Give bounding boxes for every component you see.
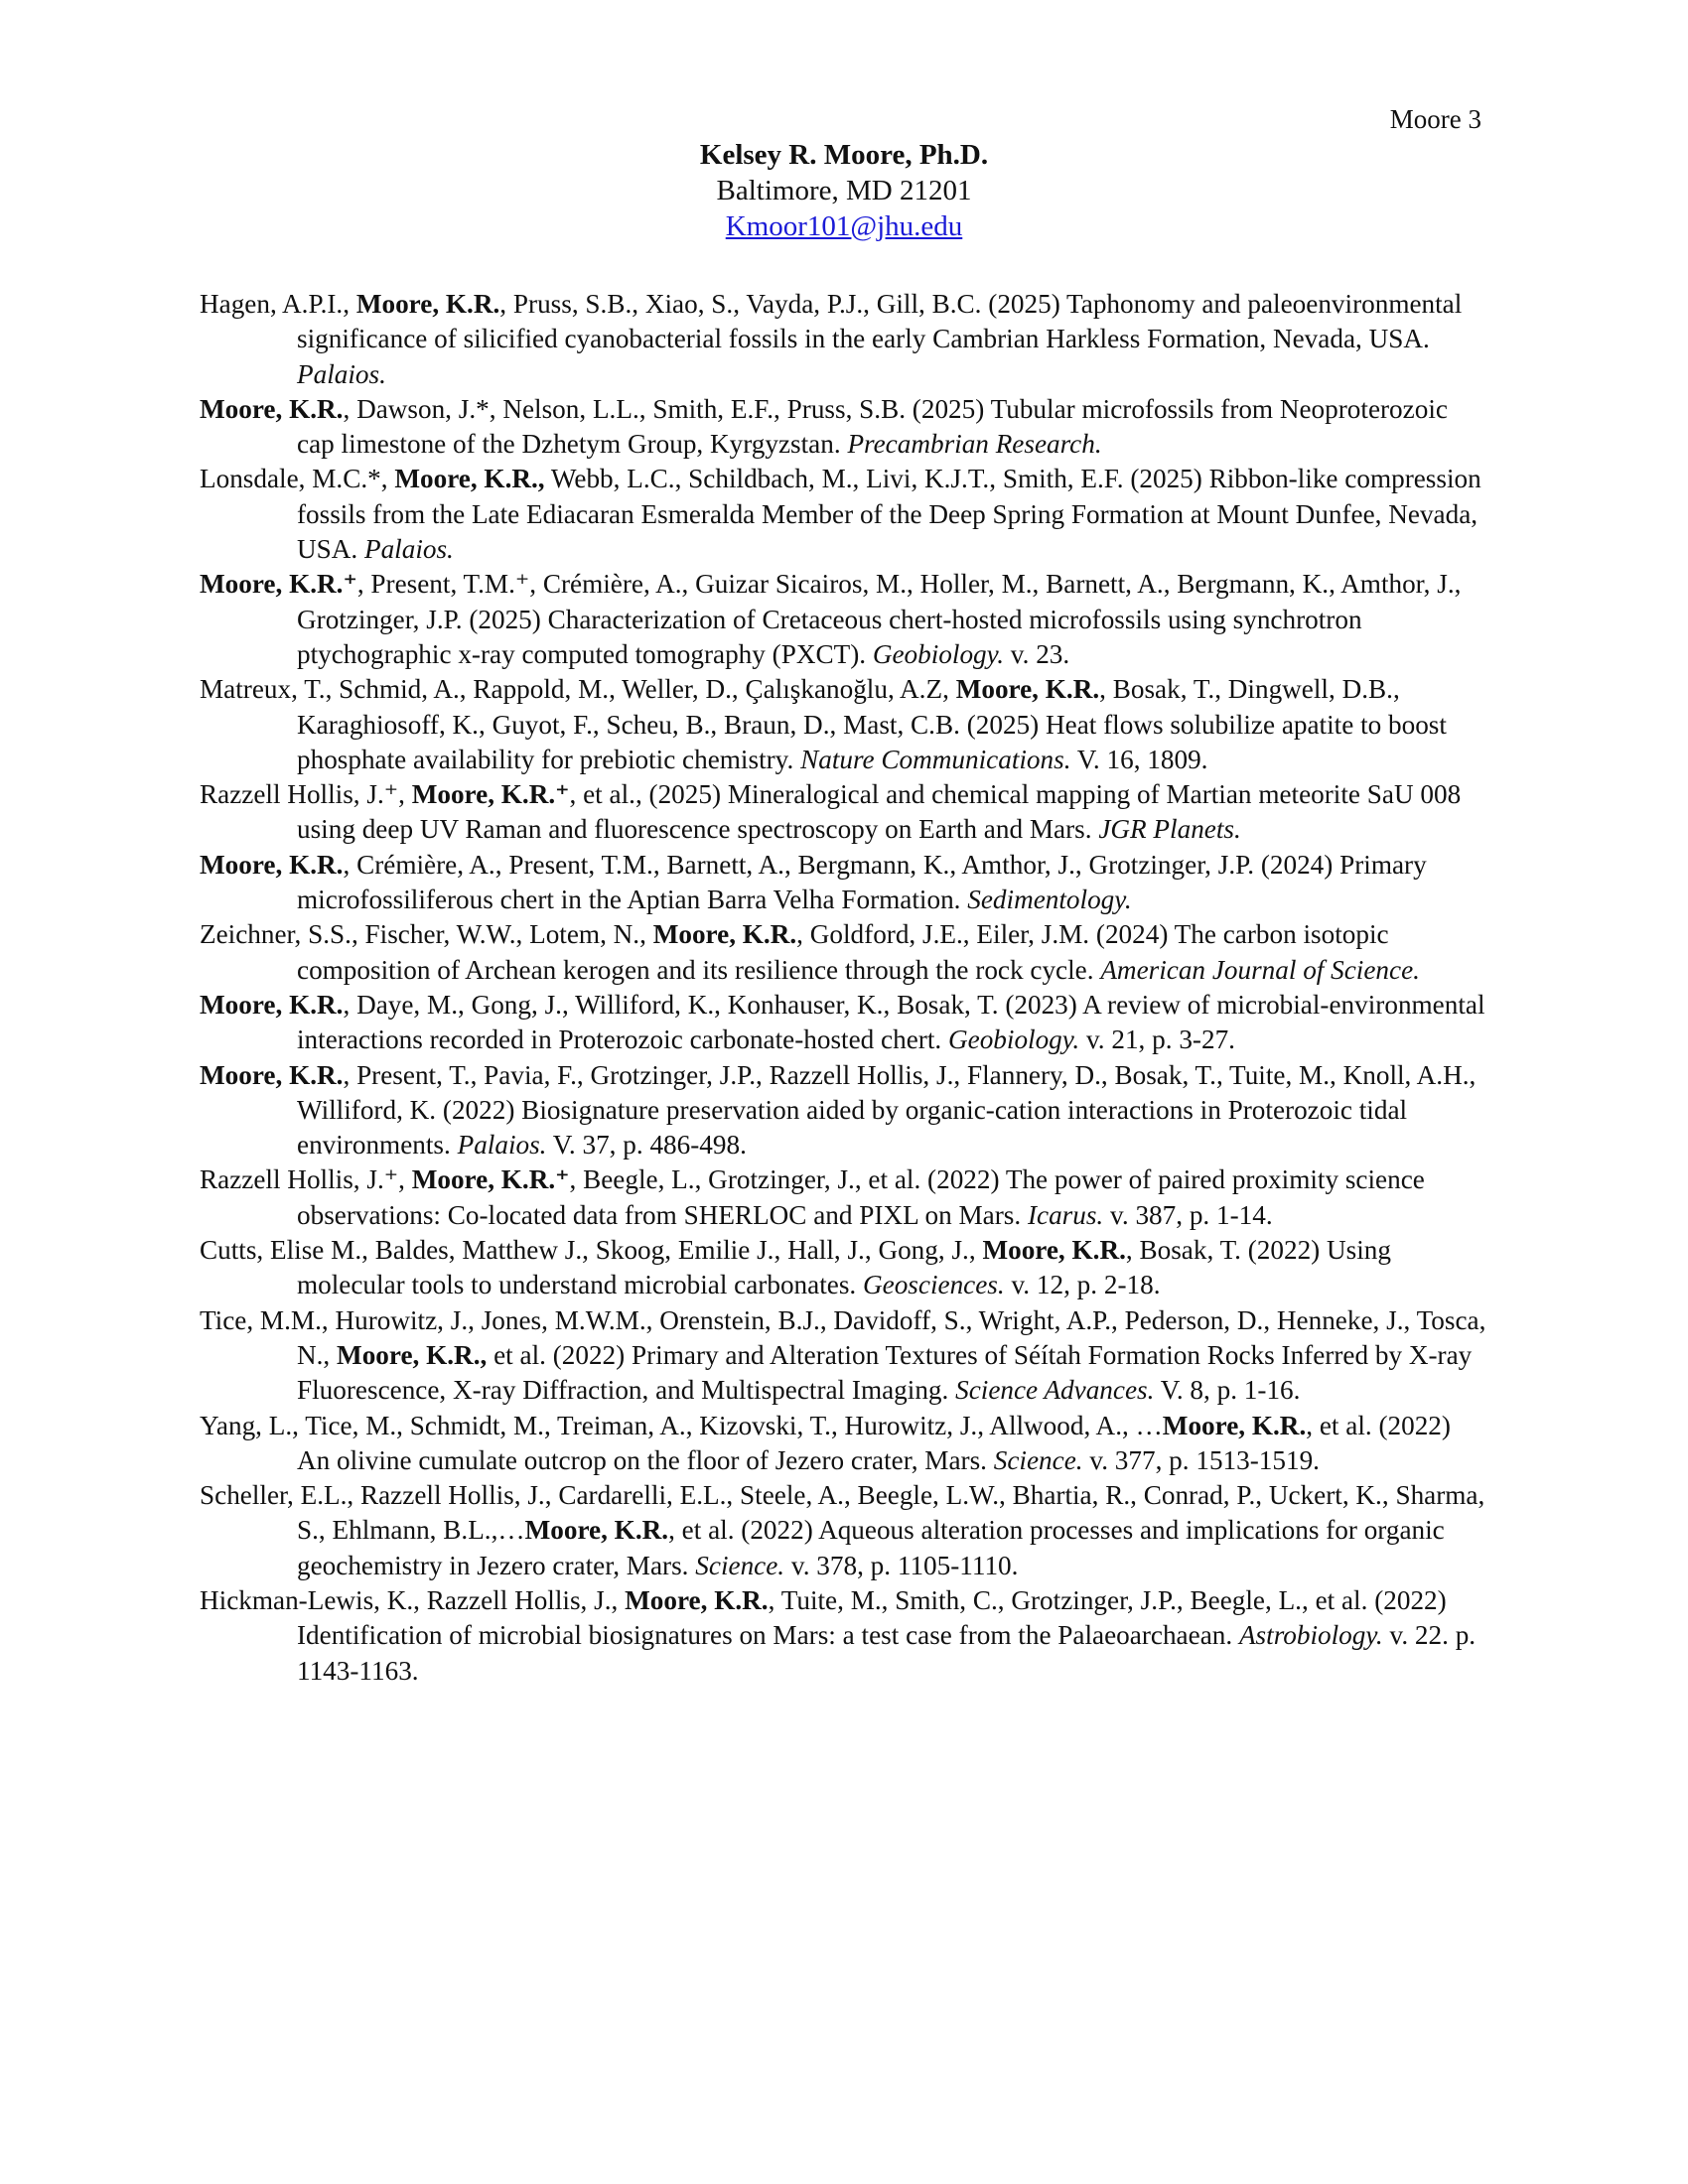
reference-highlighted-author: Moore, K.R.⁺ bbox=[411, 779, 570, 810]
reference-details: , Daye, M., Gong, J., Williford, K., Konhauser, K., Bosak, T. (2023) A review of microbial-environmental interactions recorded in Proterozoic carbonate-hosted chert. bbox=[297, 989, 1485, 1055]
reference-highlighted-author: Moore, K.R. bbox=[524, 1515, 669, 1546]
publication-entry bbox=[200, 777, 1487, 848]
reference-journal: Palaios. bbox=[297, 358, 386, 389]
reference-volume-pages: V. 37, p. 486-498. bbox=[546, 1130, 747, 1160]
reference-volume-pages: v. 22. p. 1143-1163. bbox=[297, 1620, 1477, 1686]
reference-authors-before: Zeichner, S.S., Fischer, W.W., Lotem, N., bbox=[200, 919, 653, 950]
publication-list bbox=[200, 287, 1487, 1689]
reference-details: , et al. (2022) An olivine cumulate outcrop on the floor of Jezero crater, Mars. bbox=[297, 1410, 1451, 1475]
reference-highlighted-author: Moore, K.R. bbox=[955, 674, 1100, 705]
reference-authors-before: Razzell Hollis, J.⁺, bbox=[200, 779, 412, 810]
reference-details: , Tuite, M., Smith, C., Grotzinger, J.P., Beegle, L., et al. (2022) Identification of microbial biosignatures on Mars: a test case from the Palaeoarchaean. bbox=[297, 1584, 1447, 1651]
reference-journal: Palaios. bbox=[363, 534, 454, 565]
author-email-link[interactable]: Kmoor101@jhu.edu bbox=[725, 210, 963, 242]
reference-authors-before: Yang, L., Tice, M., Schmidt, M., Treiman, A., Kizovski, T., Hurowitz, J., Allwood, A., … bbox=[200, 1410, 1163, 1440]
reference-authors-before: Matreux, T., Schmid, A., Rappold, M., Weller, D., Çalışkanoğlu, A.Z, bbox=[200, 674, 956, 705]
reference-details: , Goldford, J.E., Eiler, J.M. (2024) The carbon isotopic composition of Archean kerogen and its resilience through the rock cycle. bbox=[297, 919, 1389, 985]
publication-entry bbox=[200, 1409, 1487, 1479]
page-number: Moore 3 bbox=[1389, 104, 1481, 134]
cv-header bbox=[0, 137, 1688, 244]
reference-journal: Geobiology. bbox=[872, 638, 1004, 669]
reference-details: , Present, T., Pavia, F., Grotzinger, J.P., Razzell Hollis, J., Flannery, D., Bosak, T., Tuite, M., Knoll, A.H., Williford, K. (2022) Biosignature preservation aided by organic-cation interactions in Proterozoic tidal environments. bbox=[297, 1059, 1477, 1160]
reference-details: , et al. (2022) Aqueous alteration processes and implications for organic geochemistry in Jezero crater, Mars. bbox=[297, 1515, 1445, 1580]
reference-journal: Precambrian Research. bbox=[847, 429, 1102, 460]
reference-highlighted-author: Moore, K.R. bbox=[652, 919, 797, 950]
reference-highlighted-author: Moore, K.R., bbox=[394, 464, 545, 494]
reference-volume-pages: v. 377, p. 1513-1519. bbox=[1082, 1444, 1320, 1475]
author-name: Kelsey R. Moore, Ph.D. bbox=[699, 139, 989, 171]
reference-highlighted-author: Moore, K.R., bbox=[337, 1339, 488, 1370]
reference-highlighted-author: Moore, K.R. bbox=[200, 989, 344, 1020]
reference-journal: Palaios. bbox=[457, 1130, 547, 1160]
reference-details: , Beegle, L., Grotzinger, J., et al. (2022) The power of paired proximity science observations: Co-located data from SHERLOC and PIXL on Mars. bbox=[297, 1164, 1425, 1230]
reference-highlighted-author: Moore, K.R.⁺ bbox=[411, 1164, 570, 1195]
reference-authors-before: Hickman-Lewis, K., Razzell Hollis, J., bbox=[200, 1584, 626, 1615]
author-location: Baltimore, MD 21201 bbox=[716, 175, 972, 206]
publication-entry bbox=[200, 1233, 1487, 1303]
publication-entry bbox=[200, 287, 1487, 392]
reference-details: , Dawson, J.*, Nelson, L.L., Smith, E.F., Pruss, S.B. (2025) Tubular microfossils from Neoproterozoic cap limestone of the Dzhetym Group, Kyrgyzstan. bbox=[297, 393, 1448, 460]
reference-details: et al. (2022) Primary and Alteration Textures of Séítah Formation Rocks Inferred by X-ray Fluorescence, X-ray Diffraction, and Multispectral Imaging. bbox=[297, 1339, 1473, 1406]
reference-details: , Bosak, T., Dingwell, D.B., Karaghiosoff, K., Guyot, F., Scheu, B., Braun, D., Mast, C.B. (2025) Heat flows solubilize apatite to boost phosphate availability for prebiotic chemistry. bbox=[297, 674, 1447, 774]
reference-authors-before: Razzell Hollis, J.⁺, bbox=[200, 1164, 412, 1195]
reference-highlighted-author: Moore, K.R. bbox=[625, 1584, 769, 1615]
reference-highlighted-author: Moore, K.R. bbox=[1162, 1410, 1307, 1440]
publication-entry bbox=[200, 917, 1487, 988]
reference-journal: JGR Planets. bbox=[1098, 814, 1241, 845]
publication-entry bbox=[200, 1478, 1487, 1583]
reference-volume-pages: V. 8, p. 1-16. bbox=[1154, 1375, 1301, 1406]
publication-entry bbox=[200, 392, 1487, 463]
publication-entry bbox=[200, 1058, 1487, 1163]
reference-volume-pages: v. 378, p. 1105-1110. bbox=[784, 1550, 1019, 1580]
reference-authors-before: Scheller, E.L., Razzell Hollis, J., Cardarelli, E.L., Steele, A., Beegle, L.W., Bhartia, R., Conrad, P., Uckert, K., Sharma, S., Ehlmann, B.L.,… bbox=[200, 1480, 1485, 1546]
reference-authors-before: Tice, M.M., Hurowitz, J., Jones, M.W.M., Orenstein, B.J., Davidoff, S., Wright, A.P., Pederson, D., Henneke, J., Tosca, N., bbox=[200, 1304, 1486, 1370]
publication-entry bbox=[200, 567, 1487, 672]
publication-entry bbox=[200, 988, 1487, 1058]
reference-journal: Science. bbox=[993, 1444, 1083, 1475]
reference-details: , Crémière, A., Present, T.M., Barnett, A., Bergmann, K., Amthor, J., Grotzinger, J.P. (2024) Primary microfossiliferous chert in the Aptian Barra Velha Formation. bbox=[297, 849, 1427, 915]
reference-journal: Nature Communications. bbox=[800, 744, 1071, 774]
reference-volume-pages: V. 16, 1809. bbox=[1070, 744, 1208, 774]
publication-entry bbox=[200, 462, 1487, 567]
publication-entry bbox=[200, 672, 1487, 777]
reference-volume-pages: v. 12, p. 2-18. bbox=[1004, 1270, 1161, 1300]
reference-journal: Science. bbox=[695, 1550, 785, 1580]
reference-authors-before: Lonsdale, M.C.*, bbox=[200, 464, 395, 494]
reference-details: Webb, L.C., Schildbach, M., Livi, K.J.T., Smith, E.F. (2025) Ribbon-like compression fossils from the Late Ediacaran Esmeralda Member of the Deep Spring Formation at Mount Dunfee, Nevada, USA. bbox=[297, 464, 1481, 565]
reference-details: , Pruss, S.B., Xiao, S., Vayda, P.J., Gill, B.C. (2025) Taphonomy and paleoenvironmental significance of silicified cyanobacterial fossils in the early Cambrian Harkless Formation, Nevada, USA. bbox=[297, 289, 1463, 354]
reference-highlighted-author: Moore, K.R. bbox=[200, 849, 344, 880]
reference-highlighted-author: Moore, K.R. bbox=[355, 289, 500, 319]
reference-authors-before: Cutts, Elise M., Baldes, Matthew J., Skoog, Emilie J., Hall, J., Gong, J., bbox=[200, 1235, 983, 1266]
reference-journal: Astrobiology. bbox=[1238, 1620, 1383, 1651]
reference-journal: Geosciences. bbox=[863, 1270, 1005, 1300]
reference-authors-before: Hagen, A.P.I., bbox=[200, 289, 356, 319]
reference-highlighted-author: Moore, K.R. bbox=[200, 1059, 344, 1090]
publication-entry bbox=[200, 1162, 1487, 1233]
reference-highlighted-author: Moore, K.R.⁺ bbox=[200, 569, 357, 600]
reference-highlighted-author: Moore, K.R. bbox=[200, 393, 344, 424]
publication-entry bbox=[200, 1583, 1487, 1689]
reference-details: , et al., (2025) Mineralogical and chemical mapping of Martian meteorite SaU 008 using deep UV Raman and fluorescence spectroscopy on Earth and Mars. bbox=[297, 779, 1462, 845]
reference-journal: Science Advances. bbox=[955, 1375, 1155, 1406]
reference-journal: Geobiology. bbox=[948, 1024, 1080, 1055]
reference-volume-pages: v. 21, p. 3-27. bbox=[1079, 1024, 1235, 1055]
publication-entry bbox=[200, 1303, 1487, 1409]
reference-highlighted-author: Moore, K.R. bbox=[982, 1235, 1126, 1266]
reference-volume-pages: v. 23. bbox=[1004, 638, 1070, 669]
reference-journal: Icarus. bbox=[1027, 1199, 1104, 1230]
publication-entry bbox=[200, 848, 1487, 918]
reference-details: , Present, T.M.⁺, Crémière, A., Guizar Sicairos, M., Holler, M., Barnett, A., Bergmann, K., Amthor, J., Grotzinger, J.P. (2025) Characterization of Cretaceous chert-hosted microfossils using synchrotron ptychographic x-ray computed tomography (PXCT). bbox=[297, 569, 1462, 669]
reference-details: , Bosak, T. (2022) Using molecular tools to understand microbial carbonates. bbox=[297, 1235, 1391, 1300]
reference-volume-pages: v. 387, p. 1-14. bbox=[1103, 1199, 1273, 1230]
reference-journal: American Journal of Science. bbox=[1100, 954, 1420, 985]
reference-journal: Sedimentology. bbox=[967, 885, 1132, 915]
